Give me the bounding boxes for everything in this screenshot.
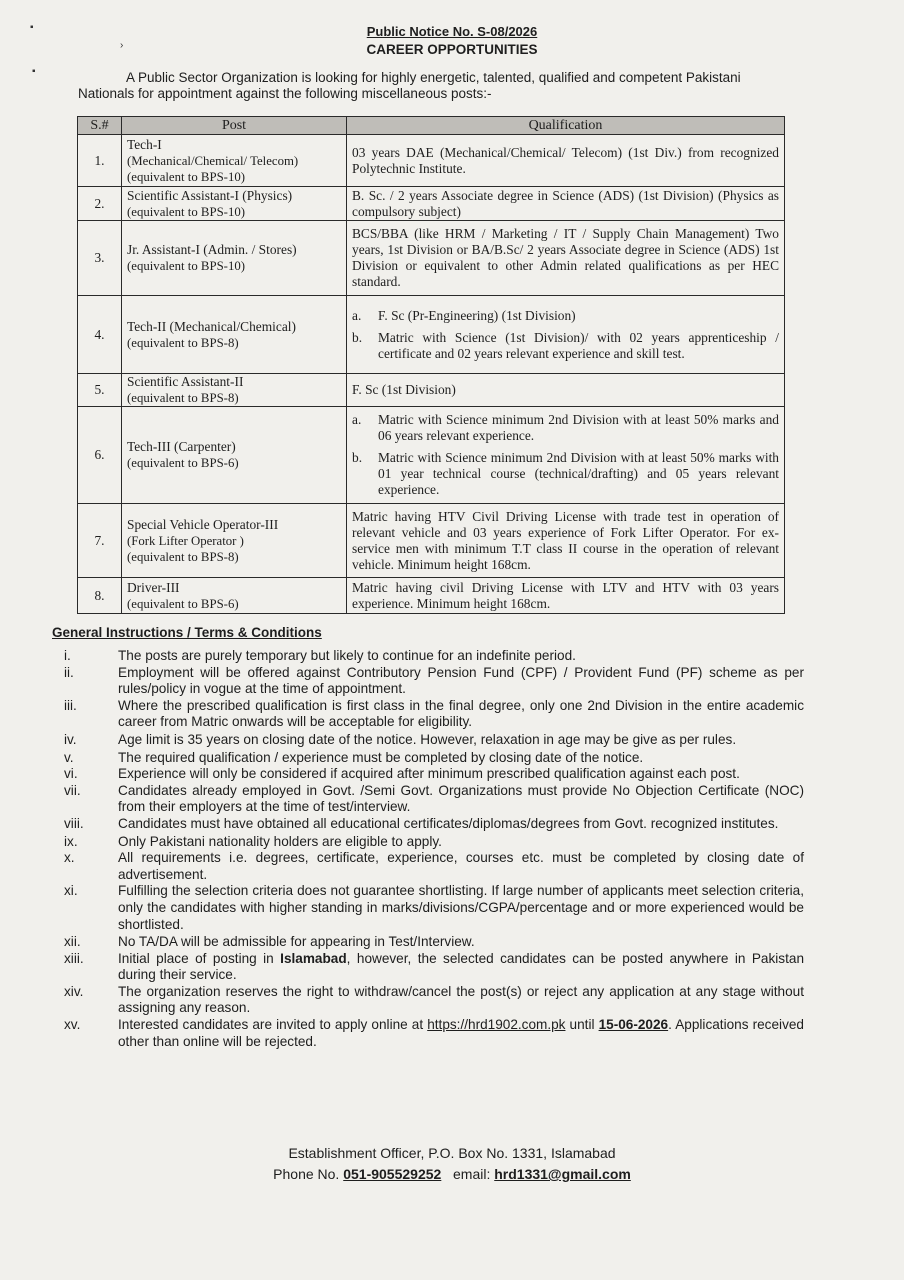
option-marker: a. [352,307,362,323]
row-post [122,221,347,296]
post-bps: (equivalent to BPS-8) [127,549,239,564]
post-bps: (equivalent to BPS-6) [127,456,239,470]
row-post [122,374,347,407]
row-post [122,407,347,504]
item-number: viii. [64,815,84,831]
item-number: xi. [64,883,78,899]
post-bps: (equivalent to BPS-8) [127,335,239,350]
row-serial: 8. [78,578,122,614]
post-bps: (equivalent to BPS-6) [127,596,239,611]
item-number: xiii. [64,950,84,966]
post-subtitle: (Mechanical/Chemical/ Telecom) [127,153,299,168]
item-number: ix. [64,833,78,849]
row-post [122,578,347,614]
list-item [52,766,804,783]
option-text: F. Sc (Pr-Engineering) (1st Division) [378,307,576,323]
qualification-text: B. Sc. / 2 years Associate degree in Science (ADS) (1st Division) (Physics as compulsory subject) [352,187,779,219]
item-text: Where the prescribed qualification is first class in the final degree, only one 2nd Division in the entire academic career from Matric onwards will be acceptable for eligibility. [118,697,804,730]
post-title: Scientific Assistant-I (Physics) [127,187,293,203]
item-number: xii. [64,934,81,950]
option-text: Matric with Science minimum 2nd Division with at least 50% marks with 01 year technical course (technical/drafting) and 05 years relevant experience. [378,450,779,497]
qualification-option [352,450,779,498]
item-text: Candidates must have obtained all educational certificates/diplomas/degrees from Govt. recognized institutes. [118,815,779,831]
row-serial: 4. [78,296,122,374]
speck-mark: ▪ [32,66,36,77]
post-bps: (equivalent to BPS-10) [127,259,246,273]
item-text-part: , however, the selected candidates can be posted anywhere in Pakistan during their service. [118,950,805,983]
email-label: email: [453,1166,495,1182]
post-title: Tech-III (Carpenter) [127,439,236,454]
table-header-row [78,117,785,135]
item-number: ii. [64,664,74,680]
row-post [122,296,347,374]
row-serial: 6. [78,407,122,504]
post-subtitle: (Fork Lifter Operator ) [127,533,244,548]
qualification-text: BCS/BBA (like HRM / Marketing / IT / Supply Chain Management) Two years, 1st Division or BA/B.Sc/ 2 years Associate degree in Science (ADS) 1st Division or equivalent to other Admin related qualifications as per HEC standard. [352,226,779,289]
row-serial: 7. [78,504,122,578]
item-number: x. [64,850,75,866]
table-row [78,221,785,296]
qualification-text: 03 years DAE (Mechanical/Chemical/ Telecom) (1st Div.) from recognized Polytechnic Institute. [352,144,779,176]
item-text-part: until [565,1017,599,1033]
list-item [52,850,804,883]
qualification-text: F. Sc (1st Division) [352,382,456,397]
qualification-text: Matric having HTV Civil Driving License with trade test in operation of relevant vehicle and 03 years experience of Fork Lifter Operator. For ex-service men with minimum T.T class II course in the operation of relevant vehicle. Minimum height 168cm. [352,508,779,572]
item-text-part: Interested candidates are invited to apply online at [118,1017,428,1033]
footer-address: Establishment Officer, P.O. Box No. 1331, Islamabad [288,1145,616,1161]
instructions-title: General Instructions / Terms & Conditions [52,625,322,640]
item-number: vi. [64,766,78,782]
posts-table [77,116,785,614]
item-text: Age limit is 35 years on closing date of the notice. However, relaxation in age may be give as per rules. [118,731,737,747]
phone-number: 051-905529252 [343,1166,442,1182]
post-title: Tech-I [127,136,162,152]
item-text: Only Pakistani nationality holders are eligible to apply. [118,833,442,849]
post-title: Scientific Assistant-II [127,374,244,389]
item-text [118,951,804,984]
item-text: The organization reserves the right to withdraw/cancel the post(s) or reject any application at any stage without assigning any reason. [118,983,804,1016]
option-text: Matric with Science minimum 2nd Division with at least 50% marks and 06 years relevant experience. [378,412,779,443]
item-text: Fulfilling the selection criteria does not guarantee shortlisting. If large number of applicants meet selection criteria, only the candidates with higher standing in marks/divisions/CGPA/percentage and or more experienced would be shortlisted. [118,883,804,932]
speck-mark: ▪ [30,22,34,33]
list-item [52,698,804,731]
row-serial: 1. [78,135,122,187]
notice-subtitle: CAREER OPPORTUNITIES [366,42,538,57]
post-bps: (equivalent to BPS-10) [127,204,246,219]
item-number: xv. [64,1017,81,1033]
option-marker: b. [352,450,363,465]
column-header-sn: S.# [78,117,122,135]
qualification-option [352,330,779,362]
item-text: All requirements i.e. degrees, certificate, experience, courses etc. must be completed by closing date of advertisement. [118,850,804,882]
list-item [52,750,804,767]
post-title: Special Vehicle Operator-III [127,516,279,532]
item-text: No TA/DA will be admissible for appearing in Test/Interview. [118,934,475,950]
item-number: vii. [64,782,81,798]
item-text: Employment will be offered against Contributory Pension Fund (CPF) / Provident Fund (PF) scheme as per rules/policy in vogue at the time of appointment. [118,664,804,697]
column-header-qualification: Qualification [347,117,785,135]
post-title: Driver-III [127,579,180,595]
table-row [78,578,785,614]
email-address: hrd1331@gmail.com [494,1166,631,1182]
row-qualification [347,504,785,578]
table-row [78,135,785,187]
row-qualification [347,407,785,504]
item-number: xiv. [64,983,84,999]
list-item [52,816,804,833]
list-item [52,1017,804,1050]
list-item [52,648,804,665]
speck-mark: › [120,40,124,51]
option-marker: b. [352,329,363,345]
footer-contact [0,1166,904,1182]
qualification-text: Matric having civil Driving License with LTV and HTV with 03 years experience. Minimum height 168cm. [352,579,779,611]
item-text: Experience will only be considered if acquired after minimum prescribed qualification against each post. [118,766,740,782]
item-text: The required qualification / experience must be completed by closing date of the notice. [118,749,644,765]
item-number: iii. [64,697,77,713]
table-row [78,296,785,374]
row-post [122,187,347,221]
table-row [78,504,785,578]
item-number: iv. [64,731,77,747]
row-qualification [347,221,785,296]
option-marker: a. [352,412,362,427]
qualification-option [352,308,779,324]
item-text [118,1017,804,1050]
list-item [52,834,804,851]
instructions-list [52,648,804,1050]
list-item [52,732,804,749]
item-text: The posts are purely temporary but likely to continue for an indefinite period. [118,648,576,663]
row-qualification [347,135,785,187]
post-title: Tech-II (Mechanical/Chemical) [127,318,296,334]
item-number: i. [64,648,71,663]
item-bold-text: Islamabad [280,950,347,966]
post-bps: (equivalent to BPS-10) [127,169,246,184]
intro-paragraph: A Public Sector Organization is looking for highly energetic, talented, qualified and competent Pakistani Nationals for appointment against the following miscellaneous posts:- [78,70,741,101]
row-qualification [347,374,785,407]
post-bps: (equivalent to BPS-8) [127,391,239,405]
item-number: v. [64,749,74,765]
row-serial: 3. [78,221,122,296]
option-text: Matric with Science (1st Division)/ with 02 years apprenticeship / certificate and 02 years relevant experience and skill test. [378,329,779,361]
post-title: Jr. Assistant-I (Admin. / Stores) [127,242,297,257]
closing-date: 15-06-2026 [598,1017,669,1033]
row-post [122,135,347,187]
list-item [52,934,804,951]
table-row [78,407,785,504]
row-serial: 2. [78,187,122,221]
row-qualification [347,187,785,221]
phone-label: Phone No. [273,1166,344,1182]
list-item [52,783,804,816]
list-item [52,951,804,984]
list-item [52,665,804,698]
list-item [52,883,804,933]
row-post [122,504,347,578]
item-text-part: Initial place of posting in [118,950,281,966]
row-serial: 5. [78,374,122,407]
row-qualification [347,578,785,614]
column-header-post: Post [122,117,347,135]
apply-link[interactable]: https://hrd1902.com.pk [427,1017,566,1033]
item-text-part: . Applications received other than online will be rejected. [118,1017,804,1049]
list-item [52,984,804,1017]
table-row [78,187,785,221]
row-qualification [347,296,785,374]
qualification-option [352,412,779,444]
table-row [78,374,785,407]
item-text: Candidates already employed in Govt. /Semi Govt. Organizations must provide No Objection Certificate (NOC) from their employers at the time of test/interview. [118,782,804,815]
notice-number: Public Notice No. S-08/2026 [366,24,538,39]
